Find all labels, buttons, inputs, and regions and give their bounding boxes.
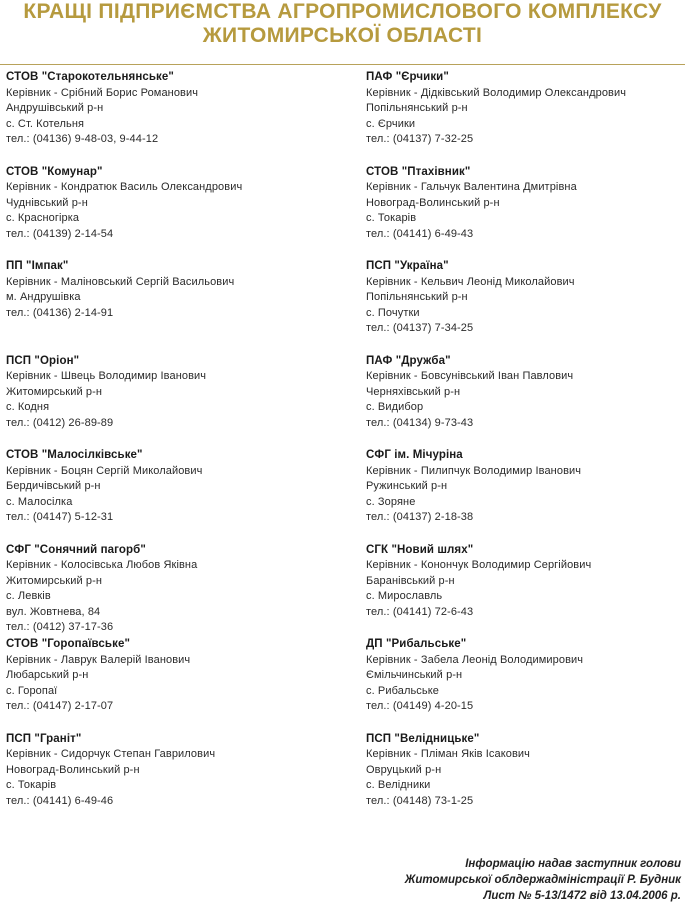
enterprise-name: СТОВ "Птахівник": [366, 165, 471, 178]
enterprise-entry: [366, 354, 685, 449]
enterprise-name: СТОВ "Горопаївське": [6, 638, 131, 650]
enterprise-detail: с. Левків: [6, 590, 51, 603]
enterprise-name: СТОВ "Старокотельнянське": [6, 71, 174, 83]
enterprise-name: СТОВ "Комунар": [6, 165, 103, 178]
enterprise-name: ПАФ "Єрчики": [366, 71, 449, 83]
enterprise-detail: Бердичівський р-н: [6, 480, 101, 493]
enterprise-detail: с. Малосілка: [6, 495, 73, 508]
enterprise-detail: с. Рибальське: [366, 684, 439, 697]
enterprise-entry: [366, 637, 685, 732]
enterprise-detail: Керівник - Боцян Сергій Миколайович: [6, 464, 203, 477]
enterprise-entry: [6, 732, 326, 827]
enterprise-name: ПСП "Україна": [366, 260, 449, 272]
enterprise-detail: Андрушівський р-н: [6, 102, 104, 115]
enterprise-detail: Керівник - Швець Володимир Іванович: [6, 370, 207, 383]
page-title-line2: ЖИТОМИРСЬКОЇ ОБЛАСТІ: [202, 24, 483, 47]
enterprise-name: ПП "Імпак": [6, 260, 69, 272]
enterprise-detail: с. Токарів: [366, 212, 417, 225]
enterprise-detail: тел.: (04148) 73-1-25: [366, 794, 474, 807]
enterprise-detail: Керівник - Кельвич Леонід Миколайович: [366, 275, 575, 288]
enterprise-entry: [366, 732, 685, 827]
enterprise-detail: Житомирський р-н: [6, 574, 103, 587]
enterprise-detail: тел.: (04134) 9-73-43: [366, 416, 474, 429]
enterprise-detail: тел.: (04137) 7-34-25: [366, 322, 474, 335]
left-column: [6, 70, 326, 826]
enterprise-detail: Керівник - Дідківський Володимир Олександрович: [366, 86, 627, 99]
source-note-line3: Лист № 5-13/1472 від 13.04.2006 р.: [483, 890, 681, 902]
enterprise-detail: Любарський р-н: [6, 669, 89, 682]
enterprise-entry: [6, 354, 326, 449]
enterprise-detail: тел.: (0412) 26-89-89: [6, 416, 114, 429]
enterprise-detail: Керівник - Колосівська Любов Яківна: [6, 559, 198, 572]
enterprise-name: ДП "Рибальське": [366, 638, 467, 650]
enterprise-entry: [6, 637, 326, 732]
enterprise-detail: Чуднівський р-н: [6, 196, 88, 209]
enterprise-detail: Керівник - Забела Леонід Володимирович: [366, 653, 584, 666]
enterprise-detail: с. Почутки: [366, 306, 420, 319]
enterprise-name: СТОВ "Малосілківське": [6, 449, 143, 461]
enterprise-detail: с. Єрчики: [366, 117, 416, 130]
enterprise-name: ПАФ "Дружба": [366, 354, 451, 367]
enterprise-detail: с. Кодня: [6, 401, 50, 414]
enterprise-detail: Ємільчинський р-н: [366, 669, 463, 682]
enterprise-detail: Новоград-Волинський р-н: [366, 196, 500, 209]
enterprise-detail: Новоград-Волинський р-н: [6, 763, 140, 776]
enterprise-entry: [366, 165, 685, 260]
enterprise-name: ПСП "Велідницьке": [366, 732, 480, 745]
enterprise-entry: [366, 259, 685, 354]
enterprise-name: СФГ "Сонячний пагорб": [6, 543, 146, 556]
enterprise-detail: Керівник - Кондратюк Василь Олександрович: [6, 181, 243, 194]
enterprise-detail: тел.: (04137) 2-18-38: [366, 511, 474, 524]
enterprise-detail: тел.: (04147) 5-12-31: [6, 511, 114, 524]
enterprise-detail: тел.: (04137) 7-32-25: [366, 133, 474, 146]
right-column: [366, 70, 685, 826]
enterprise-detail: с. Горопаї: [6, 684, 58, 697]
enterprise-entry: [6, 259, 326, 354]
enterprise-detail: Керівник - Бовсунівський Іван Павлович: [366, 370, 574, 383]
enterprise-detail: тел.: (04141) 72-6-43: [366, 605, 474, 618]
enterprise-detail: Керівник - Конончук Володимир Сергійович: [366, 559, 592, 572]
enterprise-detail: Керівник - Пилипчук Володимир Іванович: [366, 464, 582, 477]
enterprise-detail: Овруцький р-н: [366, 763, 442, 776]
enterprise-detail: Баранівський р-н: [366, 574, 455, 587]
enterprise-detail: с. Мирославль: [366, 590, 443, 603]
enterprise-detail: с. Зоряне: [366, 495, 416, 508]
enterprise-detail: Керівник - Сидорчук Степан Гаврилович: [6, 748, 216, 761]
enterprise-detail: с. Ст. Котельня: [6, 117, 85, 130]
enterprise-entry: [366, 543, 685, 638]
enterprise-detail: тел.: (04136) 2-14-91: [6, 306, 114, 319]
enterprise-detail: м. Андрушівка: [6, 291, 81, 304]
source-note-line1: Інформацію надав заступник голови: [465, 858, 681, 870]
enterprise-detail: Житомирський р-н: [6, 385, 103, 398]
enterprise-entry: [6, 448, 326, 543]
enterprise-detail: с. Велідники: [366, 779, 431, 792]
enterprise-detail: вул. Жовтнева, 84: [6, 605, 101, 618]
source-note-line2: Житомирської облдержадміністрації Р. Будник: [404, 874, 681, 886]
enterprise-name: ПСП "Оріон": [6, 354, 80, 367]
enterprise-entry: [6, 543, 326, 638]
page-header: [0, 0, 685, 65]
enterprise-entry: [366, 448, 685, 543]
enterprise-detail: тел.: (04141) 6-49-43: [366, 227, 474, 240]
enterprise-detail: тел.: (04147) 2-17-07: [6, 700, 114, 713]
enterprise-entry: [6, 70, 326, 165]
enterprise-detail: Керівник - Маліновський Сергій Васильович: [6, 275, 235, 288]
enterprise-detail: Черняхівський р-н: [366, 385, 461, 398]
enterprise-detail: тел.: (0412) 37-17-36: [6, 621, 114, 634]
enterprise-detail: Керівник - Гальчук Валентина Дмитрівна: [366, 181, 577, 194]
enterprise-detail: Керівник - Срібний Борис Романович: [6, 86, 199, 99]
enterprise-detail: Попільнянський р-н: [366, 291, 468, 304]
source-note: [261, 856, 681, 904]
enterprise-detail: тел.: (04136) 9-48-03, 9-44-12: [6, 133, 159, 146]
enterprise-detail: Керівник - Лаврук Валерій Іванович: [6, 653, 191, 666]
enterprise-detail: тел.: (04141) 6-49-46: [6, 794, 114, 807]
enterprise-detail: Керівник - Пліман Яків Ісакович: [366, 748, 530, 761]
enterprise-detail: с. Видибор: [366, 401, 424, 414]
enterprise-detail: с. Токарів: [6, 779, 57, 792]
enterprise-detail: с. Красногірка: [6, 212, 80, 225]
page-title-line1: КРАЩІ ПІДПРИЄМСТВА АГРОПРОМИСЛОВОГО КОМПЛЕКСУ: [23, 0, 662, 23]
enterprise-detail: тел.: (04149) 4-20-15: [366, 700, 474, 713]
enterprise-entry: [6, 165, 326, 260]
enterprise-name: ПСП "Граніт": [6, 732, 82, 745]
enterprise-name: СФГ ім. Мічуріна: [366, 449, 463, 461]
enterprise-entry: [366, 70, 685, 165]
enterprise-detail: Попільнянський р-н: [366, 102, 468, 115]
enterprise-name: СГК "Новий шлях": [366, 543, 474, 556]
enterprise-detail: Ружинський р-н: [366, 480, 448, 493]
enterprise-detail: тел.: (04139) 2-14-54: [6, 227, 114, 240]
